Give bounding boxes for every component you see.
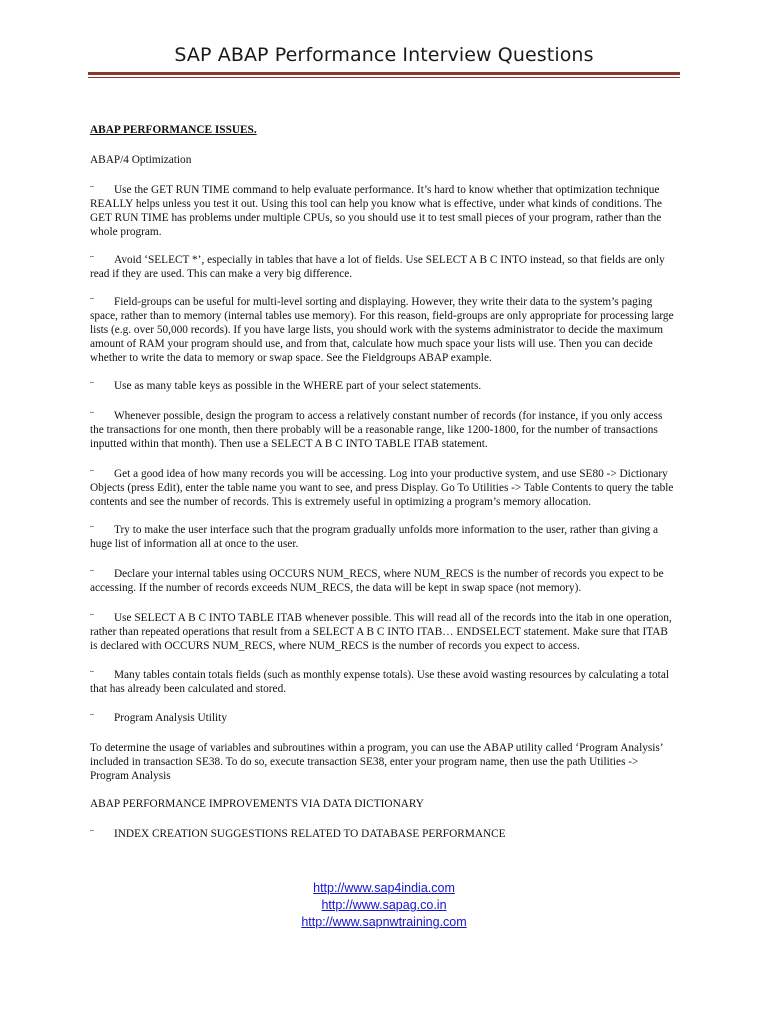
paragraph-text: Whenever possible, design the program to access a relatively constant number of records (for instance, if you only access the transactions for one month, then there probably will be a reasonable range, like 1200-1800, for the number of transactions inputted within that month). Then use a SELECT A B C INTO TABLE ITAB statement.	[90, 410, 663, 450]
bullet-mark: ¨	[90, 712, 94, 724]
footer-link-sapnwtraining[interactable]: http://www.sapnwtraining.com	[301, 915, 467, 929]
bullet-mark: ¨	[90, 524, 94, 536]
bullet-paragraph	[90, 611, 678, 653]
paragraph-text: Try to make the user interface such that the program gradually unfolds more information to the user, rather than giving a huge list of information all at once to the user.	[90, 524, 659, 550]
header-rule-thin	[88, 77, 680, 78]
bullet-paragraph	[90, 409, 678, 451]
section-title: ABAP PERFORMANCE IMPROVEMENTS VIA DATA DICTIONARY	[90, 798, 424, 810]
bullet-mark: ¨	[90, 296, 94, 308]
footer-link-sapag[interactable]: http://www.sapag.co.in	[321, 898, 447, 912]
header-rule-thick	[88, 72, 680, 75]
paragraph-text: Use SELECT A B C INTO TABLE ITAB whenever possible. This will read all of the records into the itab in one operation, rather than repeated operations that result from a SELECT A B C INTO ITAB… ENDSELECT statement. Make sure that ITAB is declared with OCCURS NUM_RECS, where NUM_RECS is the number of records you expect to access.	[90, 612, 672, 652]
paragraph-text: Many tables contain totals fields (such as monthly expense totals). Use these avoid wasting resources by calculating a total that has already been calculated and stored.	[90, 669, 669, 695]
paragraph-text: Use as many table keys as possible in the WHERE part of your select statements.	[114, 380, 482, 392]
bullet-mark: ¨	[90, 254, 94, 266]
bullet-paragraph	[90, 668, 678, 696]
footer-links	[0, 880, 768, 931]
bullet-mark: ¨	[90, 612, 94, 624]
analysis-paragraph: To determine the usage of variables and subroutines within a program, you can use the ABAP utility called ‘Program Analysis’ included in transaction SE38. To do so, execute transaction SE38, enter your program name, then use the path Utilities -> Program Analysis	[90, 742, 663, 782]
bullet-mark: ¨	[90, 568, 94, 580]
bullet-paragraph	[90, 467, 678, 509]
bullet-mark: ¨	[90, 828, 94, 840]
bullet-mark: ¨	[90, 410, 94, 422]
section-heading: ABAP PERFORMANCE ISSUES.	[90, 124, 257, 136]
bullet-paragraph	[90, 253, 678, 281]
paragraph-text: Field-groups can be useful for multi-level sorting and displaying. However, they write their data to the system’s paging space, rather than to memory (internal tables use memory). For this reason, field-groups are only appropriate for processing large lists (e.g. over 50,000 records). If you have large lists, you should work with the systems administrator to decide the maximum amount of RAM your program should use, and from that, calculate how much space your lists will use. Then you can decide whether to write the data to memory or swap space. See the Fieldgroups ABAP example.	[90, 296, 674, 364]
bullet-mark: ¨	[90, 380, 94, 392]
bullet-paragraph	[90, 295, 678, 365]
bullet-paragraph	[90, 523, 678, 551]
paragraph-text: Program Analysis Utility	[114, 712, 227, 724]
paragraph-text: Avoid ‘SELECT *’, especially in tables that have a lot of fields. Use SELECT A B C INTO instead, so that fields are only read if they are used. This can make a very big difference.	[90, 254, 665, 280]
bullet-paragraph	[90, 567, 678, 595]
subheading: ABAP/4 Optimization	[90, 154, 192, 166]
bullet-paragraph	[90, 379, 678, 393]
paragraph-text: INDEX CREATION SUGGESTIONS RELATED TO DATABASE PERFORMANCE	[114, 828, 506, 840]
bullet-paragraph	[90, 711, 678, 725]
bullet-mark: ¨	[90, 669, 94, 681]
bullet-mark: ¨	[90, 468, 94, 480]
bullet-paragraph	[90, 827, 678, 841]
bullet-mark: ¨	[90, 184, 94, 196]
paragraph-text: Get a good idea of how many records you will be accessing. Log into your productive system, and use SE80 -> Dictionary Objects (press Edit), enter the table name you want to see, and press Display. Go To Utilities -> Table Contents to query the table contents and see the number of records. This is extremely useful in optimizing a program’s memory allocation.	[90, 468, 674, 508]
paragraph-text: Declare your internal tables using OCCURS NUM_RECS, where NUM_RECS is the number of records you expect to be accessing. If the number of records exceeds NUM_RECS, the data will be kept in swap space (not memory).	[90, 568, 664, 594]
paragraph-text: Use the GET RUN TIME command to help evaluate performance. It’s hard to know whether that optimization technique REALLY helps unless you test it out. Using this tool can help you know what is effective, under what kinds of conditions. The GET RUN TIME has problems under multiple CPUs, so you should use it to test small pieces of your program, rather than the whole program.	[90, 184, 662, 238]
page-header-title: SAP ABAP Performance Interview Questions	[174, 44, 594, 66]
bullet-paragraph	[90, 183, 678, 239]
footer-link-sap4india[interactable]: http://www.sap4india.com	[313, 881, 455, 895]
